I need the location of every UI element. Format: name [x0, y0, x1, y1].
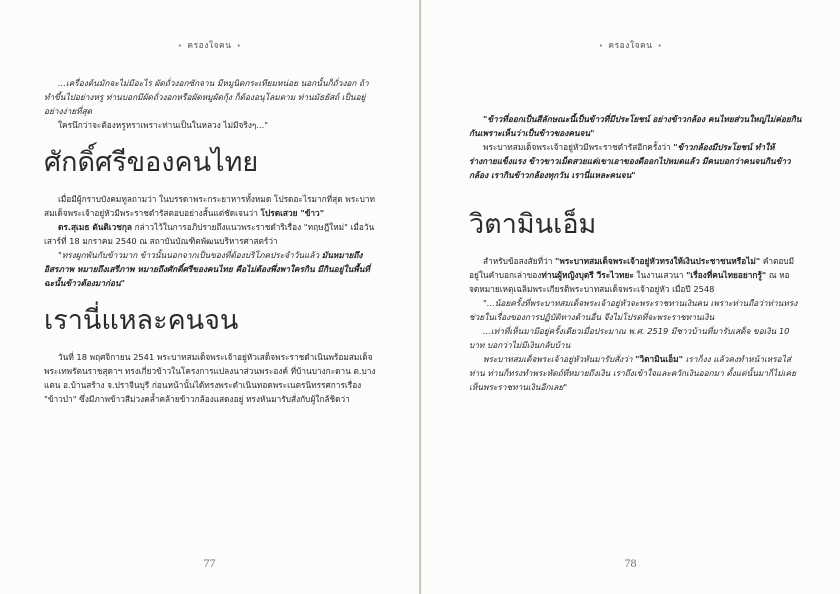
- quote-emphasis: "ข้าวกล้องมีประโยชน์ ทำให้ร่างกายแข็งแรง ข้าวขาวเม็ดสวยแต่เขาเอาของดีออกไปหมดแล้ว มีคนบอกว่าคนจนกินข้าวกล้อง เรากินข้าวกล้องทุกวัน เรานี่แหละคนจน": [469, 142, 791, 180]
- paragraph-text: คำตอบมีอยู่ในคำบอกเล่าของ: [469, 256, 795, 280]
- event-name: "เรื่องที่คนไทยอยากรู้": [686, 270, 767, 280]
- paragraph-text: สำหรับข้อสงสัยที่ว่า: [483, 256, 556, 266]
- page-number: 77: [203, 556, 216, 570]
- paragraph: [469, 140, 802, 182]
- right-page: [421, 0, 840, 594]
- right-page-body: [469, 112, 802, 394]
- page-number: 78: [624, 556, 637, 570]
- paragraph: [469, 254, 802, 296]
- paragraph-text: ณ หอจดหมายเหตุเฉลิมพระเกียรติพระบาทสมเด็จพระเจ้าอยู่หัว เมื่อปี 2548: [469, 270, 790, 294]
- running-head-left: [0, 38, 419, 52]
- ornament-dot-icon: •: [598, 42, 604, 50]
- paragraph: [44, 220, 377, 248]
- running-head-title: ครองใจคน: [187, 41, 232, 51]
- running-head-title: ครองใจคน: [608, 41, 653, 51]
- quote-emphasis: มันหมายถึงอิสรภาพ หมายถึงเสรีภาพ หมายถึงศักดิ์ศรีของคนไทย คือไม่ต้องพึ่งพาใครกิน มีกินอยู่ในพื้นที่ ฉะนั้นข้าวต้องมาก่อน": [44, 250, 370, 288]
- quote-paragraph: [469, 352, 802, 394]
- section-heading: ศักดิ์ศรีของคนไทย: [44, 147, 259, 178]
- paragraph-text: เมื่อมีผู้กราบบังคมทูลถามว่า ในบรรดาพระกระยาหารทั้งหมด โปรดอะไรมากที่สุด พระบาทสมเด็จพระเจ้าอยู่หัวมีพระราชดำรัสตอบอย่างสั้นแต่ชัดเจนว่า: [44, 194, 375, 218]
- person-name: ท่านผู้หญิงบุตรี วีระไวทยะ: [541, 270, 634, 280]
- quote-paragraph: ...เท่าที่เห็นมามีอยู่ครั้งเดียวเมื่อประมาณ พ.ศ. 2519 มีชาวบ้านที่มารับเสด็จ ขอเงิน 10 บาท บอกว่าไม่มีเงินกลับบ้าน: [469, 326, 790, 350]
- paragraph: ...เครื่องต้นมักจะไม่มีอะไร ผัดถั่วงอกซักจาน มีหมูนิดกระเทียมหน่อย นอกนั้นก็ถั่วงอก ถ้าทำขึ้นไปอย่างหรู ท่านบอกมีผัดถั่วงอกหรือผัดหมูผัดกุ้ง ก็ต้องอนุโลมตาม ท่านมัธยัสถ์ เป็นอยู่อย่างง่ายที่สุด: [44, 78, 369, 116]
- quote-paragraph: "...น้อยครั้งที่พระบาทสมเด็จพระเจ้าอยู่หัวจะพระราชทานเงินคน เพราะท่านถือว่าท่านทรงช่วยในเรื่องของการปฏิบัติทางด้านอื่น จึงไม่โปรดที่จะพระราชทานเงิน: [469, 298, 798, 322]
- paragraph: วันที่ 18 พฤศจิกายน 2541 พระบาทสมเด็จพระเจ้าอยู่หัวเสด็จพระราชดำเนินพร้อมสมเด็จพระเทพรัตนราชสุดาฯ ทรงเกี่ยวข้าวในโครงการแปลงนาส่วนพระองค์ ที่บ้านบางกะดาน ต.บางแตน อ.บ้านสร้าง จ.ปราจีนบุรี ก่อนหน้านั้นได้ทรงพระดำเนินทอดพระเนตรนิทรรศการเรื่อง "ข้าวป่า" ซึ่งมีภาพข้าวสีม่วงคล้ำคล้ายข้าวกล้องแสดงอยู่ ทรงหันมารับสั่งกับผู้ใกล้ชิดว่า: [44, 352, 376, 404]
- emphasis-text: โปรดเสวย "ข้าว": [260, 208, 325, 218]
- emphasis-text: "พระบาทสมเด็จพระเจ้าอยู่หัวทรงให้เงินประชาชนหรือไม่": [555, 256, 761, 266]
- quote-text: "ทรงผูกพันกับข้าวมาก ข้าวนั้นนอกจากเป็นของที่ต้องบริโภคประจำวันแล้ว: [58, 250, 322, 260]
- person-name: ดร.สุเมธ ตันติเวชกุล: [58, 222, 132, 232]
- quote-paragraph: "ข้าวที่ออกเป็นสีลักษณะนี้เป็นข้าวที่มีประโยชน์ อย่างข้าวกล้อง คนไทยส่วนใหญ่ไม่ค่อยกินกันเพราะเห็นว่าเป็นข้าวของคนจน": [469, 114, 802, 138]
- quote-text: พระบาทสมเด็จพระเจ้าอยู่หัวหันมารับสั่งว่า: [483, 354, 636, 364]
- ornament-dot-icon: •: [657, 42, 663, 50]
- section-heading: เรานี่แหละคนจน: [44, 305, 239, 336]
- ornament-dot-icon: •: [236, 42, 242, 50]
- running-head-right: [421, 38, 840, 52]
- emphasis-text: "วิตามินเอ็ม": [635, 354, 683, 364]
- ornament-dot-icon: •: [177, 42, 183, 50]
- paragraph-text: กล่าวไว้ในการอภิปรายถึงแนวพระราชดำริเรื่อง "ทฤษฎีใหม่" เมื่อวันเสาร์ที่ 18 มกราคม 2540 ณ สถาบันบัณฑิตพัฒนบริหารศาสตร์ว่า: [44, 222, 375, 246]
- section-heading: วิตามินเอ็ม: [469, 209, 597, 240]
- paragraph: ใครนึกว่าจะต้องหรูหราเพราะท่านเป็นในหลวง ไม่มีจริงๆ...": [58, 120, 269, 130]
- quote-text: เราก็งง แล้วคงทำหน้าเหรอไส่ท่าน ท่านก็ทรงทำพระหัตถ์ที่หมายถึงเงิน เราถึงเข้าใจและควักเงินออกมา ตั้งแต่นั้นมาก็ไม่เคยเห็นพระราชทานเงินอีกเลย": [469, 354, 796, 392]
- paragraph: [44, 192, 377, 220]
- left-page: [0, 0, 419, 594]
- left-page-body: [44, 76, 377, 406]
- quote-paragraph: [44, 248, 377, 290]
- paragraph-text: ในงานเสวนา: [633, 270, 687, 280]
- paragraph-text: พระบาทสมเด็จพระเจ้าอยู่หัวมีพระราชดำรัสอีกครั้งว่า: [483, 142, 674, 152]
